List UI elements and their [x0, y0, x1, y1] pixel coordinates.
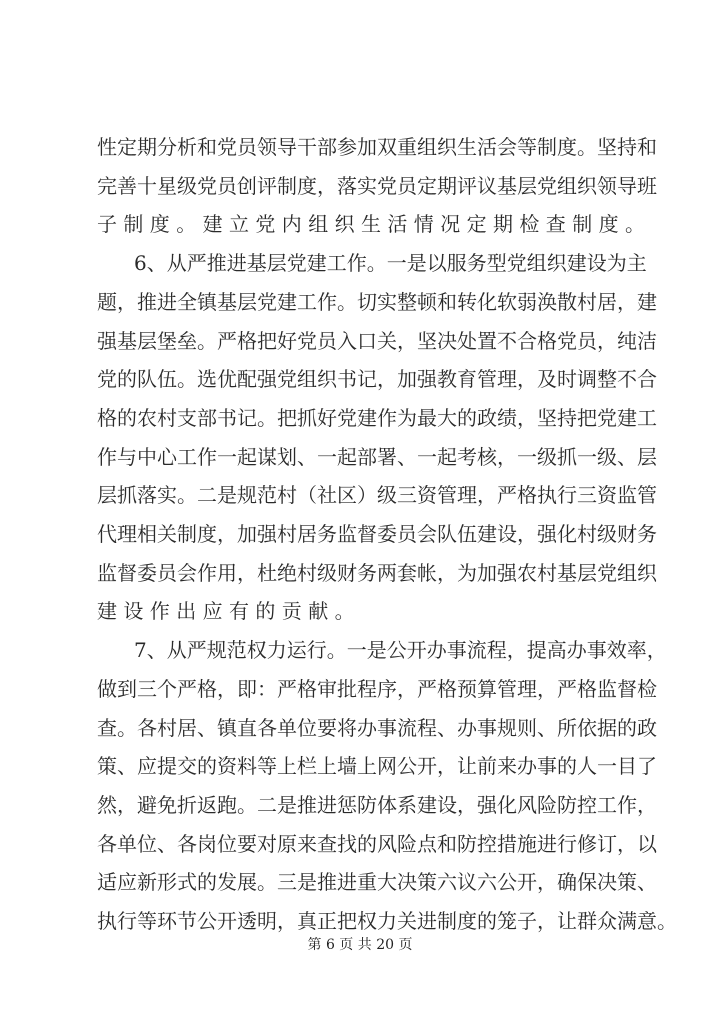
text-line: 7、从严规范权力运行。一是公开办事流程，提高办事效率，	[134, 638, 667, 663]
text-line: 党的队伍。选优配强党组织书记，加强教育管理，及时调整不合	[97, 367, 657, 392]
text-line: 代理相关制度，加强村居务监督委员会队伍建设，强化村级财务	[97, 522, 657, 546]
text-line: 完善十星级党员创评制度，落实党员定期评议基层党组织领导班	[97, 173, 657, 198]
text-line: 执行等环节公开透明，真正把权力关进制度的笼子，让群众满意。	[97, 909, 677, 933]
text-line: 做到三个严格，即：严格审批程序，严格预算管理，严格监督检	[97, 676, 657, 701]
text-line: 子制度。建立党内组织生活情况定期检查制度。	[97, 212, 652, 237]
text-line: 性定期分析和党员领导干部参加双重组织生活会等制度。坚持和	[97, 135, 657, 159]
text-line: 监督委员会作用，杜绝村级财务两套帐，为加强农村基层党组织	[97, 560, 657, 585]
text-line: 强基层堡垒。严格把好党员入口关，坚决处置不合格党员，纯洁	[97, 328, 657, 353]
page-number-footer: 第 6 页 共 20 页	[307, 937, 413, 953]
text-line: 各单位、各岗位要对原来查找的风险点和防控措施进行修订，以	[97, 831, 657, 856]
text-line: 作与中心工作一起谋划、一起部署、一起考核，一级抓一级、层	[97, 444, 657, 469]
text-line: 查。各村居、镇直各单位要将办事流程、办事规则、所依据的政	[97, 715, 657, 740]
text-line: 6、从严推进基层党建工作。一是以服务型党组织建设为主	[134, 251, 647, 276]
text-line: 策、应提交的资料等上栏上墙上网公开，让前来办事的人一目了	[97, 754, 657, 779]
text-line: 然，避免折返跑。二是推进惩防体系建设，强化风险防控工作，	[97, 792, 657, 817]
text-line: 格的农村支部书记。把抓好党建作为最大的政绩，坚持把党建工	[97, 405, 657, 430]
text-line: 建设作出应有的贡献。	[97, 599, 361, 624]
text-line: 层抓落实。二是规范村（社区）级三资管理，严格执行三资监管	[97, 483, 657, 508]
text-line: 适应新形式的发展。三是推进重大决策六议六公开，确保决策、	[97, 870, 657, 895]
text-line: 题，推进全镇基层党建工作。切实整顿和转化软弱涣散村居，建	[97, 289, 657, 314]
